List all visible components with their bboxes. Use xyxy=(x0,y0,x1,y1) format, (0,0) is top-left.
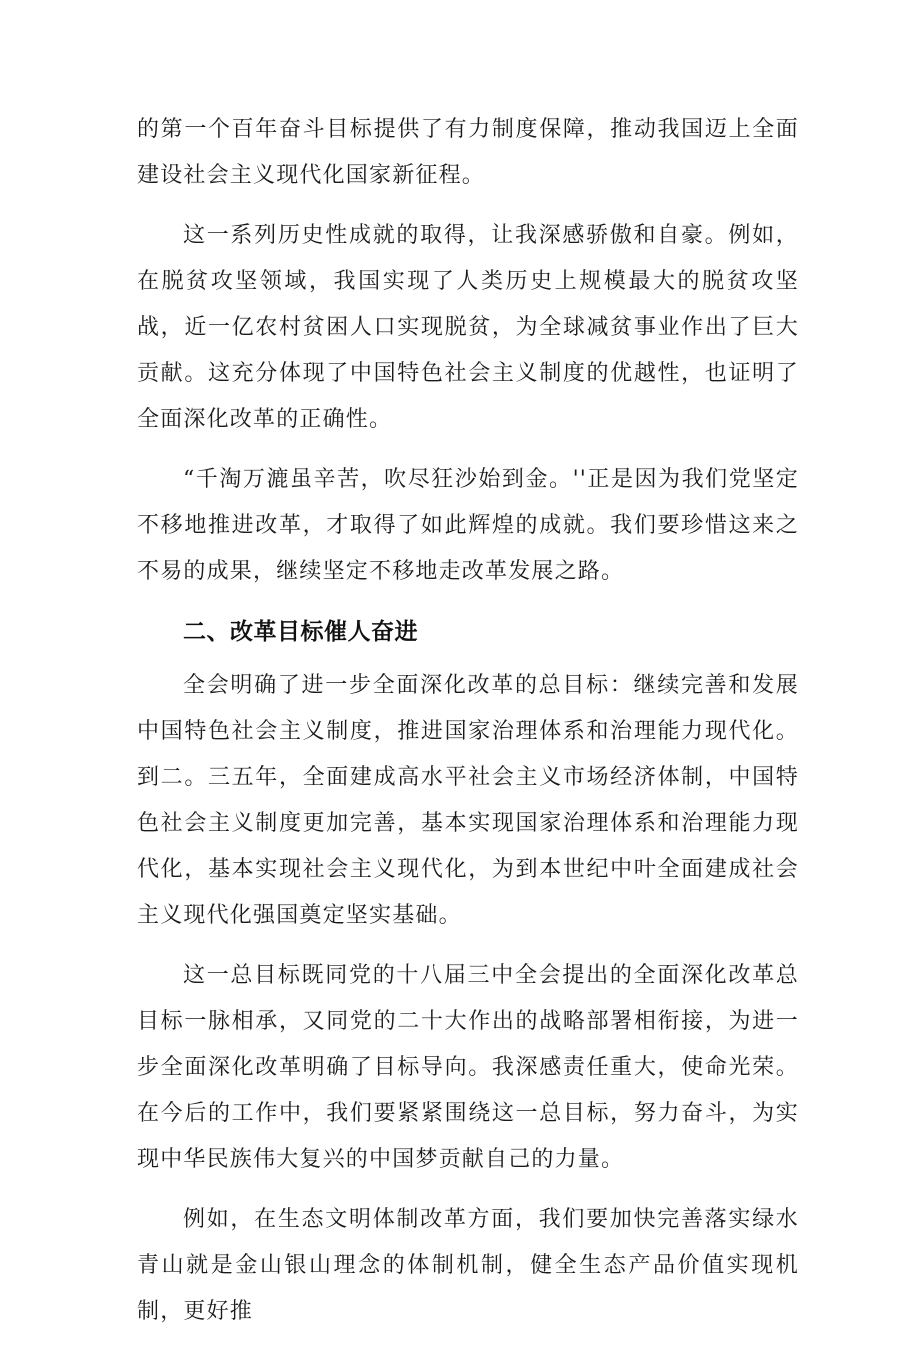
document-body xyxy=(137,107,799,1349)
paragraph-ecology: 例如，在生态文明体制改革方面，我们要加快完善落实绿水青山就是金山银山理念的体制机制，健全生态产品价值实现机制，更好推 xyxy=(137,1207,799,1324)
section-heading: 二、改革目标催人奋进 xyxy=(183,619,418,645)
paragraph-continuation: 的第一个百年奋斗目标提供了有力制度保障，推动我国迈上全面建设社会主义现代化国家新征程。 xyxy=(137,117,799,188)
paragraph-alignment: 这一总目标既同党的十八届三中全会提出的全面深化改革总目标一脉相承，又同党的二十大作出的战略部署相衔接，为进一步全面深化改革明确了目标导向。我深感责任重大，使命光荣。在今后的工作中，我们要紧紧围绕这一总目标，努力奋斗，为实现中华民族伟大复兴的中国梦贡献自己的力量。 xyxy=(137,963,799,1172)
paragraph-quote: “千淘万漉虽辛苦，吹尽狂沙始到金。''正是因为我们党坚定不移地推进改革，才取得了如此辉煌的成就。我们要珍惜这来之不易的成果，继续坚定不移地走改革发展之路。 xyxy=(137,467,799,584)
paragraph-goals: 全会明确了进一步全面深化改革的总目标：继续完善和发展中国特色社会主义制度，推进国家治理体系和治理能力现代化。到二。三五年，全面建成高水平社会主义市场经济体制，中国特色社会主义制度更加完善，基本实现国家治理体系和治理能力现代化，基本实现社会主义现代化，为到本世纪中叶全面建成社会主义现代化强国奠定坚实基础。 xyxy=(137,673,799,928)
paragraph-achievements: 这一系列历史性成就的取得，让我深感骄傲和自豪。例如，在脱贫攻坚领域，我国实现了人类历史上规模最大的脱贫攻坚战，近一亿农村贫困人口实现脱贫，为全球减贫事业作出了巨大贡献。这充分体现了中国特色社会主义制度的优越性，也证明了全面深化改革的正确性。 xyxy=(137,223,799,432)
